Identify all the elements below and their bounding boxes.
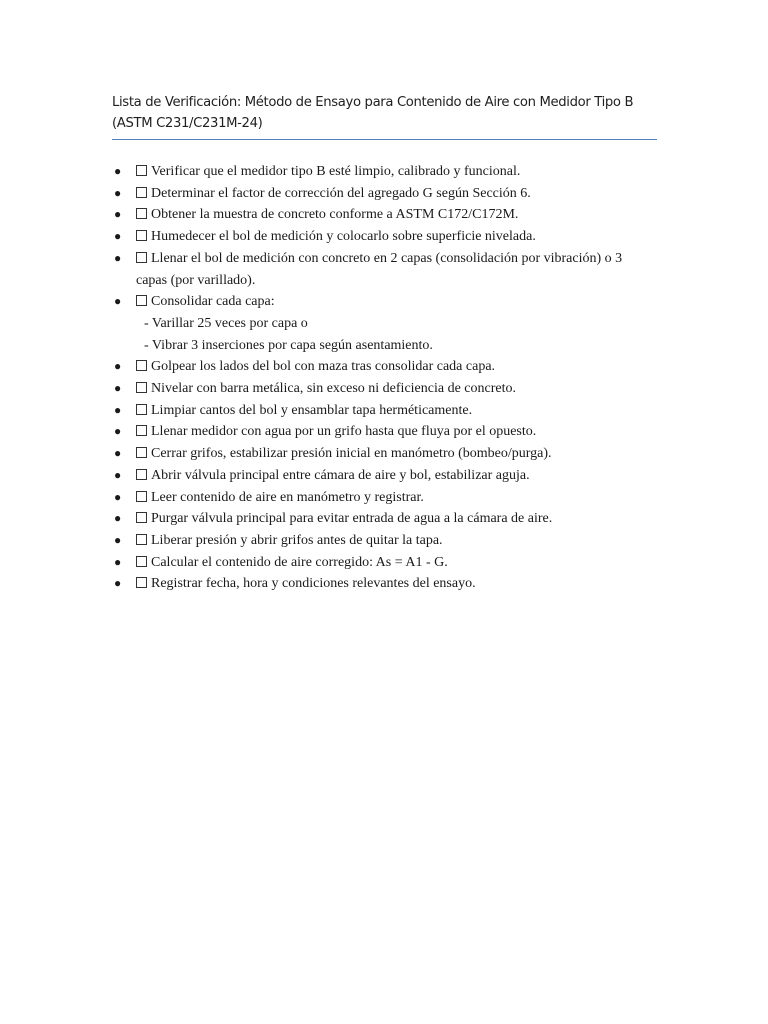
checklist-item-line bbox=[136, 291, 672, 313]
title-underline bbox=[112, 139, 657, 140]
checklist-item-line bbox=[136, 530, 672, 552]
checklist-item-text: Nivelar con barra metálica, sin exceso ni deficiencia de concreto. bbox=[151, 381, 516, 397]
title-line-2: (ASTM C231/C231M-24) bbox=[112, 116, 263, 131]
checkbox-icon[interactable] bbox=[136, 512, 147, 523]
checkbox-icon[interactable] bbox=[136, 491, 147, 502]
checklist-item-line bbox=[136, 552, 672, 574]
checklist-item bbox=[112, 508, 672, 530]
checklist-item-line bbox=[136, 487, 672, 509]
checklist-item-line bbox=[136, 204, 672, 226]
document-title bbox=[112, 92, 660, 134]
checkbox-icon[interactable] bbox=[136, 360, 147, 371]
checklist-item-line bbox=[136, 573, 672, 595]
checklist-item-text: Llenar el bol de medición con concreto en 2 capas (consolidación por vibración) o 3 bbox=[151, 250, 623, 266]
bullet-icon: ● bbox=[114, 576, 122, 591]
checklist-item bbox=[112, 552, 672, 574]
checklist-item-text: Purgar válvula principal para evitar entrada de agua a la cámara de aire. bbox=[151, 511, 553, 527]
checklist-item bbox=[112, 573, 672, 595]
checklist-item bbox=[112, 356, 672, 378]
checklist-item-line bbox=[136, 356, 672, 378]
checklist-item-line bbox=[136, 400, 672, 422]
checklist-item-line bbox=[136, 421, 672, 443]
checklist-item-text: Verificar que el medidor tipo B esté limpio, calibrado y funcional. bbox=[151, 164, 521, 179]
checklist-item-text: Determinar el factor de corrección del agregado G según Sección 6. bbox=[151, 185, 531, 201]
checklist-item bbox=[112, 378, 672, 400]
checkbox-icon[interactable] bbox=[136, 382, 147, 393]
bullet-icon: ● bbox=[114, 424, 122, 439]
checkbox-icon[interactable] bbox=[136, 165, 147, 176]
bullet-icon: ● bbox=[114, 207, 122, 222]
checklist-item-line bbox=[136, 270, 672, 292]
checklist-item-text: Obtener la muestra de concreto conforme a ASTM C172/C172M. bbox=[151, 207, 519, 223]
checklist-item-text: Consolidar cada capa: bbox=[151, 294, 275, 310]
checklist-item bbox=[112, 204, 672, 226]
checklist-item-line bbox=[136, 248, 672, 270]
checkbox-icon[interactable] bbox=[136, 208, 147, 219]
checklist-item-text: Golpear los lados del bol con maza tras consolidar cada capa. bbox=[151, 359, 496, 375]
checkbox-icon[interactable] bbox=[136, 534, 147, 545]
bullet-icon: ● bbox=[114, 402, 122, 417]
bullet-icon: ● bbox=[114, 250, 122, 265]
checkbox-icon[interactable] bbox=[136, 447, 147, 458]
bullet-icon: ● bbox=[114, 467, 122, 482]
checklist-item-line bbox=[136, 508, 672, 530]
checklist-item-text: Liberar presión y abrir grifos antes de quitar la tapa. bbox=[151, 532, 443, 548]
checklist-item bbox=[112, 421, 672, 443]
checkbox-icon[interactable] bbox=[136, 404, 147, 415]
title-line-1: Lista de Verificación: Método de Ensayo para Contenido de Aire con Medidor Tipo B bbox=[112, 95, 634, 110]
checklist-item-line bbox=[136, 226, 672, 248]
checklist-item bbox=[112, 248, 672, 291]
checkbox-icon[interactable] bbox=[136, 469, 147, 480]
checkbox-icon[interactable] bbox=[136, 577, 147, 588]
bullet-icon: ● bbox=[114, 554, 122, 569]
checklist-item-text: Cerrar grifos, estabilizar presión inicial en manómetro (bombeo/purga). bbox=[151, 446, 552, 462]
checklist-item bbox=[112, 226, 672, 248]
bullet-icon: ● bbox=[114, 185, 122, 200]
checklist-item-text: Registrar fecha, hora y condiciones relevantes del ensayo. bbox=[151, 576, 476, 592]
checklist-item-line bbox=[136, 443, 672, 465]
bullet-icon: ● bbox=[114, 229, 122, 244]
checkbox-icon[interactable] bbox=[136, 425, 147, 436]
checkbox-icon[interactable] bbox=[136, 187, 147, 198]
bullet-icon: ● bbox=[114, 446, 122, 461]
bullet-icon: ● bbox=[114, 532, 122, 547]
checklist-item bbox=[112, 400, 672, 422]
checklist-item bbox=[112, 530, 672, 552]
bullet-icon: ● bbox=[114, 164, 122, 178]
checklist-item bbox=[112, 487, 672, 509]
checkbox-icon[interactable] bbox=[136, 556, 147, 567]
bullet-icon: ● bbox=[114, 359, 122, 374]
checklist-item bbox=[112, 291, 672, 356]
checklist bbox=[112, 161, 672, 595]
checklist-item-text: Llenar medidor con agua por un grifo hasta que fluya por el opuesto. bbox=[151, 424, 537, 440]
checklist-item-text: capas (por varillado). bbox=[136, 272, 256, 288]
bullet-icon: ● bbox=[114, 489, 122, 504]
bullet-icon: ● bbox=[114, 511, 122, 526]
checklist-item bbox=[112, 161, 672, 183]
checklist-item-text: Abrir válvula principal entre cámara de aire y bol, estabilizar aguja. bbox=[151, 467, 530, 483]
checklist-item-text: Leer contenido de aire en manómetro y registrar. bbox=[151, 489, 424, 505]
checkbox-icon[interactable] bbox=[136, 252, 147, 263]
checklist-subitem: - Varillar 25 veces por capa o bbox=[144, 315, 308, 331]
checklist-item-text: Calcular el contenido de aire corregido: As = A1 - G. bbox=[151, 554, 448, 570]
checklist-item-line bbox=[136, 161, 672, 183]
checklist-item bbox=[112, 465, 672, 487]
checkbox-icon[interactable] bbox=[136, 230, 147, 241]
checklist-item-line bbox=[136, 378, 672, 400]
checklist-subitem: - Vibrar 3 inserciones por capa según asentamiento. bbox=[144, 337, 433, 353]
checklist-item bbox=[112, 183, 672, 205]
checkbox-icon[interactable] bbox=[136, 295, 147, 306]
checklist-item bbox=[112, 443, 672, 465]
bullet-icon: ● bbox=[114, 294, 122, 309]
checklist-item-text: Humedecer el bol de medición y colocarlo sobre superficie nivelada. bbox=[151, 229, 536, 245]
checklist-item-text: Limpiar cantos del bol y ensamblar tapa herméticamente. bbox=[151, 402, 473, 418]
bullet-icon: ● bbox=[114, 381, 122, 396]
checklist-item-line bbox=[136, 183, 672, 205]
checklist-item-line bbox=[136, 465, 672, 487]
